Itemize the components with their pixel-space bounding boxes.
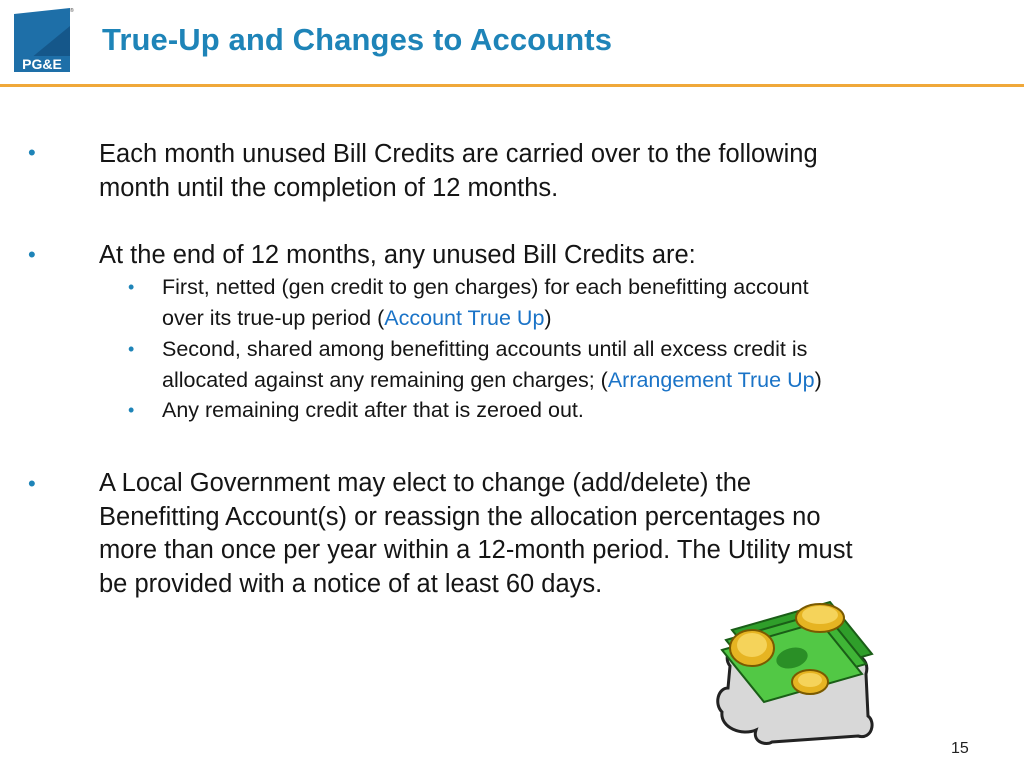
bullet-3-line-1: A Local Government may elect to change (add/delete) the (99, 469, 752, 497)
sub-bullet-marker: • (128, 277, 135, 297)
bullet-3-line-4: be provided with a notice of at least 60 days. (99, 569, 603, 598)
sub-bullet-marker: • (128, 339, 135, 359)
sub-bullet-2-line-1: Second, shared among benefitting accounts until all excess credit is (162, 337, 808, 361)
bullet-marker: • (28, 242, 36, 267)
bullet-2-lead: At the end of 12 months, any unused Bill Credits are: (99, 241, 696, 269)
bullet-3-text (99, 467, 853, 601)
logo-text: PG&E (22, 56, 62, 72)
sub-bullet-3: Any remaining credit after that is zeroed out. (162, 398, 584, 422)
money-puzzle-icon (712, 596, 888, 746)
page-number: 15 (951, 740, 969, 757)
bullet-3-line-2: Benefitting Account(s) or reassign the allocation percentages no (99, 502, 821, 531)
bullet-marker: • (28, 140, 36, 165)
sub-bullet-1-line-1: First, netted (gen credit to gen charges) for each benefitting account (162, 275, 809, 299)
account-true-up-link[interactable]: Account True Up (384, 305, 545, 330)
pge-logo-icon (8, 6, 74, 76)
sub-bullet-2 (162, 334, 962, 395)
sub-bullet-1-line-2: over its true-up period (Account True Up) (162, 305, 552, 330)
page-title: True-Up and Changes to Accounts (102, 22, 613, 57)
arrangement-true-up-link[interactable]: Arrangement True Up (607, 367, 815, 392)
svg-text:®: ® (70, 8, 74, 14)
sub-bullet-2-line-2: allocated against any remaining gen charges; (Arrangement True Up) (162, 367, 822, 392)
sub-bullet-1 (162, 272, 962, 333)
sub-bullet-marker: • (128, 400, 135, 420)
bullet-3-line-3: more than once per year within a 12-month period. The Utility must (99, 536, 853, 564)
bullet-marker: • (28, 471, 36, 496)
header-divider (0, 84, 1024, 87)
bullet-1-text (99, 138, 818, 205)
bullet-1-line-2: month until the completion of 12 months. (99, 173, 559, 202)
bullet-1-line-1: Each month unused Bill Credits are carried over to the following (99, 140, 818, 168)
